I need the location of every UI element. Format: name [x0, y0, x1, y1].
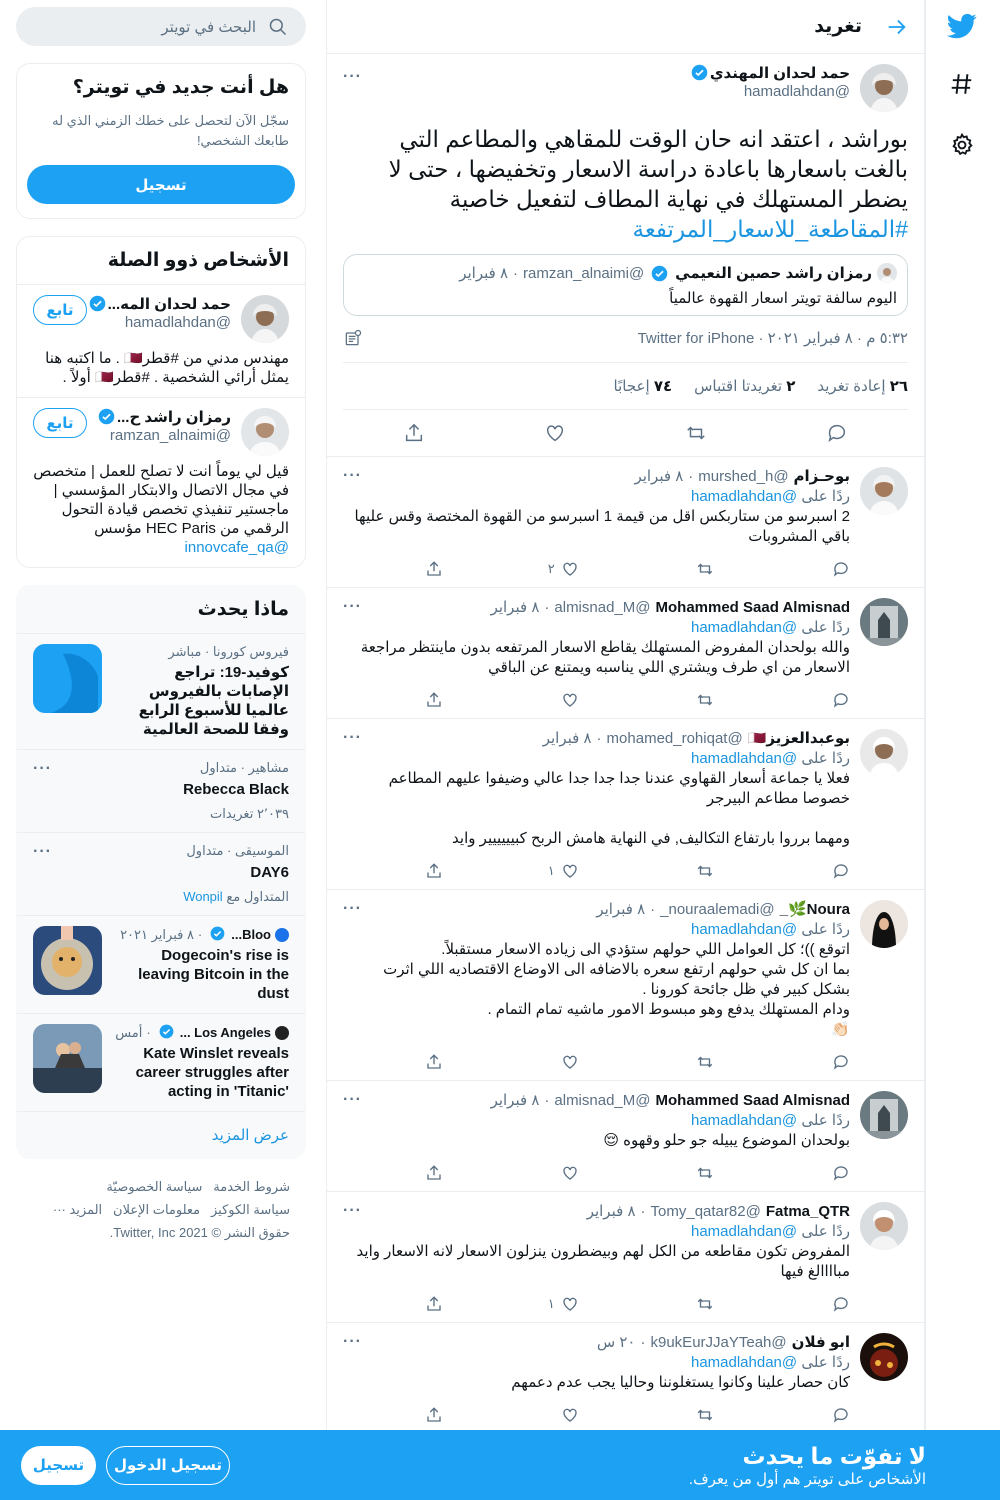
verified-badge-icon: [651, 265, 668, 282]
more-options-icon[interactable]: ···: [343, 900, 362, 917]
news-date: ٨ فبراير ٢٠٢١: [120, 926, 194, 942]
retweet-icon[interactable]: [674, 1294, 714, 1314]
like-heart-icon[interactable]: ١: [539, 861, 579, 881]
verified-badge-icon: [208, 926, 225, 943]
back-arrow-icon[interactable]: [886, 16, 908, 38]
reply-tweet[interactable]: ابو فلان @k9ukEurJJaYTeah · ٢٠ س ··· ردًا على @hamadlahdan كان حصار علينا وكانوا يستغلوننا وحاليا يجب عدم دعمهم: [327, 1323, 924, 1430]
reply-actions: [343, 1163, 850, 1183]
privacy-link[interactable]: سياسة الخصوصيّة: [106, 1179, 203, 1194]
reply-date[interactable]: ٢٠ س: [596, 1334, 636, 1351]
reply-author-handle[interactable]: @Tomy_qatar82: [650, 1202, 761, 1220]
like-heart-icon[interactable]: [539, 1052, 579, 1072]
trend-thumbnail: [33, 644, 102, 713]
reply-date[interactable]: ٨ فبراير: [634, 468, 684, 485]
trend-context: الموسيقى · متداول: [186, 843, 289, 858]
login-button[interactable]: تسجيل الدخول: [106, 1446, 230, 1485]
more-options-icon[interactable]: ···: [343, 467, 362, 484]
reply-author-name[interactable]: ابو فلان: [791, 1334, 850, 1351]
trend-title: Rebecca Black: [183, 781, 289, 798]
news-item[interactable]: Bloo... · ٨ فبراير ٢٠٢١ Dogecoin's rise is leaving Bitcoin in the dust: [17, 915, 305, 1013]
reply-date[interactable]: ٨ فبراير: [542, 730, 592, 747]
share-icon[interactable]: [403, 1294, 443, 1314]
news-thumbnail: [33, 1024, 102, 1093]
ads-info-link[interactable]: معلومات الإعلان: [113, 1202, 201, 1217]
cookies-link[interactable]: سياسة الكوكيز: [210, 1202, 290, 1217]
news-thumbnail: [33, 926, 102, 995]
trend-title: DAY6: [250, 864, 289, 881]
verified-badge-icon: [98, 408, 115, 425]
trend-item[interactable]: [17, 633, 305, 749]
reply-avatar[interactable]: [860, 1091, 908, 1139]
signup-banner: [0, 1430, 1000, 1500]
related-people-card: [16, 236, 306, 568]
reply-list: [327, 457, 924, 1430]
retweet-icon[interactable]: [674, 1052, 714, 1072]
reply-actions: [343, 1294, 850, 1314]
reply-avatar[interactable]: [860, 1202, 908, 1250]
share-icon[interactable]: [403, 1405, 443, 1425]
news-item[interactable]: Los Angeles ... · أمس Kate Winslet reveals career struggles after acting in 'Titanic': [17, 1013, 305, 1111]
replying-to-link[interactable]: @hamadlahdan: [690, 1223, 798, 1240]
reply-tweet[interactable]: بوعبدالعزيز🇶🇦 @mohamed_rohiqat · ٨ فبراير ··· ردًا على @hamadlahdan فعلا يا جماعة أسعار القهاوي عندنا جدا جدا جدا عالي وضيفوا عليهم المطاعم خصوصا مطاعم البيرجر ومهما برروا بارتفاع التكاليف, في النهاية هامش الربح كبيييييير وايد ١: [327, 719, 924, 890]
reply-tweet[interactable]: بوحـزام @murshed_h · ٨ فبراير ··· ردًا على @hamadlahdan 2 اسبرسو من ستاربكس اقل من قيمة 1 اسبرسو من القهوة المختصة وقس عليها باقي المشروبات ٢: [327, 457, 924, 588]
share-icon[interactable]: [403, 1163, 443, 1183]
more-options-icon[interactable]: ···: [343, 68, 362, 85]
reply-icon[interactable]: [810, 1405, 850, 1425]
retweet-icon[interactable]: [674, 559, 714, 579]
reply-text: والله بولحدان المفروض المستهلك يقاطع الاسعار المرتفعه بدون ماينتظر مراجعة الاسعار من اي طرف ويشتري اللي يناسبه ويمتنع عن الباقي: [360, 639, 850, 676]
hashtag-link[interactable]: #المقاطعة_للاسعار_المرتفعة: [632, 216, 908, 242]
person-name[interactable]: حمد لحدان المه...: [107, 296, 231, 313]
replying-to-link[interactable]: @hamadlahdan: [690, 619, 798, 636]
reply-date[interactable]: ٨ فبراير: [490, 1092, 540, 1109]
reply-avatar[interactable]: [860, 598, 908, 646]
more-options-icon[interactable]: ···: [33, 843, 52, 860]
signup-button[interactable]: تسجيل: [27, 165, 295, 204]
main-tweet: [327, 54, 924, 457]
like-heart-icon[interactable]: [539, 690, 579, 710]
reply-text: المفروض تكون مقاطعه من الكل لهم وبيضطرون ينزلون الاسعار لانه الاسعار وايد مباااالغ فيها: [356, 1243, 850, 1280]
card-title: ماذا يحدث: [197, 599, 289, 620]
explore-hashtag-icon[interactable]: [942, 64, 982, 104]
person-item[interactable]: [17, 397, 305, 567]
like-heart-icon[interactable]: ٢: [539, 559, 579, 579]
reply-date[interactable]: ٨ فبراير: [586, 1203, 636, 1220]
more-link[interactable]: المزيد ···: [52, 1202, 103, 1217]
person-bio: مهندس مدني من #قطر🇶🇦 . ما اكتبه هنا يمثل أرائي الشخصية . #قطر🇶🇦 أولاً .: [45, 350, 289, 386]
reply-icon[interactable]: [810, 1294, 850, 1314]
reply-author-handle[interactable]: @almisnad_M: [554, 598, 651, 616]
replying-to-link[interactable]: @hamadlahdan: [690, 750, 798, 767]
reply-tweet[interactable]: Noura🌿_ @nouraalemadi_ · ٨ فبراير ··· ردًا على @hamadlahdan اتوقع ))؛ كل العوامل اللي حولهم ستؤدي الى زياده الاسعار مستقبلاً. بما ان كل شي حولهم ارتفع سعره بالاضافه الى الاوضاع الاقتصاديه اللي اثرت بشكل كبير في ظل جائحة كورونا . ودام المستهلك يدفع وهو مبسوط الامور ماشيه تمام التمام . 👏🏻: [327, 890, 924, 1081]
author-name[interactable]: حمد لحدان المهندي: [709, 65, 850, 82]
author-handle[interactable]: @hamadlahdan: [743, 83, 850, 100]
reply-author-name[interactable]: Mohammed Saad Almisnad: [655, 1091, 850, 1109]
replying-to-link[interactable]: @hamadlahdan: [690, 1112, 798, 1129]
more-options-icon[interactable]: ···: [343, 1333, 362, 1350]
page-title: تغريد: [814, 16, 862, 37]
trend-item[interactable]: [17, 749, 305, 832]
trend-context: فيروس كورونا · مباشر: [168, 644, 289, 659]
more-options-icon[interactable]: ···: [343, 598, 362, 615]
reply-icon[interactable]: [810, 861, 850, 881]
news-date: أمس: [115, 1024, 143, 1040]
more-options-icon[interactable]: ···: [343, 729, 362, 746]
quoted-tweet[interactable]: رمزان راشد حصين النعيمي @ramzan_alnaimi · ٨ فبراير اليوم سالفة تويتر اسعار القهوة عالمياً: [343, 254, 908, 316]
trend-item[interactable]: [17, 832, 305, 915]
reply-avatar[interactable]: [860, 1333, 908, 1381]
card-description: سجّل الآن لتحصل على خطك الزمني الذي له طابعك الشخصي!: [52, 113, 289, 148]
reply-actions: [343, 690, 850, 710]
reply-icon[interactable]: [810, 690, 850, 710]
news-source: Bloo...: [231, 927, 271, 942]
tweet-actions: [343, 410, 908, 456]
tweet-stats: [343, 362, 908, 410]
reply-author-name[interactable]: Mohammed Saad Almisnad: [655, 598, 850, 616]
author-avatar[interactable]: [860, 64, 908, 112]
verified-badge-icon: [157, 1024, 174, 1041]
reply-icon[interactable]: [826, 422, 848, 444]
reply-author-handle[interactable]: @nouraalemadi_: [660, 900, 775, 918]
reply-author-name[interactable]: بوحـزام: [793, 468, 850, 485]
person-item[interactable]: [17, 284, 305, 397]
reply-tweet[interactable]: Mohammed Saad Almisnad @almisnad_M · ٨ فبراير ··· ردًا على @hamadlahdan والله بولحدان المفروض المستهلك يقاطع الاسعار المرتفعه بدون ماينتظر مراجعة الاسعار من اي طرف ويشتري اللي يناسبه ويمتنع عن الباقي: [327, 588, 924, 719]
reply-author-handle[interactable]: @murshed_h: [698, 467, 789, 485]
share-icon[interactable]: [403, 861, 443, 881]
reply-text: اتوقع ))؛ كل العوامل اللي حولهم ستؤدي الى زياده الاسعار مستقبلاً. بما ان كل شي حولهم ارتفع سعره بالاضافه الى الاوضاع الاقتصاديه اللي اثرت بشكل كبير في ظل جائحة كورونا . ودام المستهلك يدفع وهو مبسوط الامور ماشيه تمام التمام . 👏🏻: [383, 941, 850, 1038]
reply-avatar[interactable]: [860, 900, 908, 948]
reply-tweet[interactable]: Fatma_QTR @Tomy_qatar82 · ٨ فبراير ··· ردًا على @hamadlahdan المفروض تكون مقاطعه من الكل لهم وبيضطرون ينزلون الاسعار لانه الاسعار وايد مباااالغ فيها ١: [327, 1192, 924, 1323]
reply-text: 2 اسبرسو من ستاربكس اقل من قيمة 1 اسبرسو من القهوة المختصة وقس عليها باقي المشروبات: [354, 508, 850, 545]
source-logo-icon: [275, 1026, 289, 1040]
news-source: Los Angeles ...: [179, 1025, 271, 1040]
reply-author-name[interactable]: Fatma_QTR: [765, 1202, 850, 1220]
trend-count: ٢٬٠٣٩ تغريدات: [209, 806, 289, 821]
analytics-icon[interactable]: [343, 328, 363, 348]
follow-button[interactable]: تابع: [33, 408, 87, 438]
like-count[interactable]: ٧٤ إعجابًا: [613, 378, 673, 395]
replying-to-link[interactable]: @hamadlahdan: [690, 921, 798, 938]
twitter-logo-icon[interactable]: [942, 6, 982, 46]
retweet-icon[interactable]: [685, 422, 707, 444]
show-more-link[interactable]: عرض المزيد: [17, 1111, 305, 1158]
replying-to: ردًا على @hamadlahdan: [690, 1223, 850, 1240]
sidebar: [16, 0, 306, 1244]
verified-badge-icon: [89, 295, 106, 312]
retweet-icon[interactable]: [674, 1163, 714, 1183]
primary-nav: [925, 0, 1000, 1430]
search-icon: [268, 17, 288, 37]
replying-to: ردًا على @hamadlahdan: [690, 1354, 850, 1371]
share-icon[interactable]: [403, 559, 443, 579]
quote-count[interactable]: ٢ تغريدتا اقتباس: [694, 378, 796, 395]
news-title: Kate Winslet reveals career struggles after acting in 'Titanic': [135, 1045, 289, 1100]
replying-to-link[interactable]: @hamadlahdan: [690, 488, 798, 505]
reply-text: فعلا يا جماعة أسعار القهاوي عندنا جدا جدا جدا عالي وضيفوا عليهم المطاعم خصوصا مطاعم البيرجر ومهما برروا بارتفاع التكاليف, في النهاية هامش الربح كبيييييير وايد: [388, 770, 850, 847]
tweet-timestamp[interactable]: ٥:٣٢ م · ٨ فبراير ٢٠٢١ · Twitter for iPhone: [637, 330, 908, 347]
retweet-count[interactable]: ٢٦ إعادة تغريد: [817, 378, 908, 395]
footer-links: [16, 1159, 306, 1244]
reply-date[interactable]: ٨ فبراير: [490, 599, 540, 616]
replying-to: ردًا على @hamadlahdan: [690, 619, 850, 636]
reply-author-handle[interactable]: @almisnad_M: [554, 1091, 651, 1109]
search-box[interactable]: [16, 7, 306, 46]
more-options-icon[interactable]: ···: [343, 1202, 362, 1219]
like-heart-icon[interactable]: [539, 1163, 579, 1183]
banner-subtitle: الأشخاص على تويتر هم أول من يعرف.: [688, 1470, 926, 1488]
follow-button[interactable]: تابع: [33, 295, 87, 325]
quote-author-handle: @ramzan_alnaimi: [523, 264, 645, 282]
reply-avatar[interactable]: [860, 467, 908, 515]
quote-date: ٨ فبراير: [459, 265, 509, 282]
trend-title: كوفيد-19: تراجع الإصابات بالفيروس عالميا للأسبوع الرابع وفقا للصحة العالمية: [138, 664, 289, 738]
news-title: Dogecoin's rise is leaving Bitcoin in the dust: [138, 947, 289, 1002]
reply-author-handle[interactable]: @k9ukEurJJaYTeah: [650, 1333, 787, 1351]
copyright: حقوق النشر © Twitter, Inc 2021.: [109, 1225, 290, 1240]
card-title: الأشخاص ذوو الصلة: [107, 250, 289, 271]
like-heart-icon[interactable]: ١: [539, 1294, 579, 1314]
reply-avatar[interactable]: [860, 729, 908, 777]
retweet-icon[interactable]: [674, 1405, 714, 1425]
reply-icon[interactable]: [810, 559, 850, 579]
reply-author-name[interactable]: Noura🌿_: [779, 901, 850, 918]
signup-button[interactable]: تسجيل: [21, 1446, 96, 1485]
whats-happening-card: [16, 585, 306, 1159]
reply-icon[interactable]: [810, 1052, 850, 1072]
source-logo-icon: [275, 928, 289, 942]
trend-related-link[interactable]: Wonpil: [183, 889, 223, 904]
main-timeline: [326, 0, 925, 1430]
person-handle[interactable]: @ramzan_alnaimi: [109, 427, 231, 444]
reply-date[interactable]: ٨ فبراير: [596, 901, 646, 918]
reply-icon[interactable]: [810, 1163, 850, 1183]
reply-actions: [343, 861, 850, 881]
bio-text: قيل لي يوماً انت لا تصلح للعمل | متخصص في مجال الاتصال والابتكار المؤسسي | ماجستير تنفيذي تخصص قيادة التحول الرقمي من HEC Paris مؤسس: [33, 463, 289, 537]
replying-to: ردًا على @hamadlahdan: [690, 921, 850, 938]
quote-author-name: رمزان راشد حصين النعيمي: [675, 265, 872, 282]
page-header: [327, 0, 924, 54]
reply-actions: [343, 1052, 850, 1072]
reply-author-name[interactable]: بوعبدالعزيز🇶🇦: [747, 730, 850, 747]
person-avatar[interactable]: [241, 408, 289, 456]
like-heart-icon[interactable]: [544, 422, 566, 444]
replying-to: ردًا على @hamadlahdan: [690, 750, 850, 767]
tweet-body: بوراشد ، اعتقد انه حان الوقت للمقاهي والمطاعم التي بالغت باسعارها باعادة دراسة الاسعار وتخفيضها ، حتى لا يضطر المستهلك في نهاية المطاف لتفعيل خاصية: [388, 126, 908, 212]
reply-tweet[interactable]: Mohammed Saad Almisnad @almisnad_M · ٨ فبراير ··· ردًا على @hamadlahdan بولحدان الموضوع يبيله جو حلو وقهوه 😌: [327, 1081, 924, 1192]
replying-to: ردًا على @hamadlahdan: [690, 488, 850, 505]
reply-actions: [343, 559, 850, 579]
more-options-icon[interactable]: ···: [33, 760, 52, 777]
share-icon[interactable]: [403, 690, 443, 710]
terms-link[interactable]: شروط الخدمة: [213, 1179, 290, 1194]
reply-text: كان حصار علينا وكانوا يستغلوننا وحاليا يجب عدم دعمهم: [511, 1374, 850, 1391]
more-options-icon[interactable]: ···: [343, 1091, 362, 1108]
replying-to-link[interactable]: @hamadlahdan: [690, 1354, 798, 1371]
person-handle[interactable]: @hamadlahdan: [124, 314, 231, 331]
reply-author-handle[interactable]: @mohamed_rohiqat: [606, 729, 743, 747]
bio-mention-link[interactable]: @innovcafe_qa: [184, 539, 289, 556]
banner-title: لا تفوّت ما يحدث: [742, 1442, 926, 1469]
trend-context: مشاهير · متداول: [199, 760, 289, 775]
share-icon[interactable]: [403, 1052, 443, 1072]
retweet-icon[interactable]: [674, 690, 714, 710]
share-icon[interactable]: [403, 422, 425, 444]
reply-actions: [343, 1405, 850, 1425]
person-avatar[interactable]: [241, 295, 289, 343]
replying-to: ردًا على @hamadlahdan: [690, 1112, 850, 1129]
quote-avatar: [877, 263, 897, 283]
settings-gear-icon[interactable]: [942, 125, 982, 165]
retweet-icon[interactable]: [674, 861, 714, 881]
like-heart-icon[interactable]: [539, 1405, 579, 1425]
trend-count: المتداول مع Wonpil: [183, 889, 289, 904]
search-input[interactable]: البحث في تويتر: [161, 18, 256, 36]
person-bio: [33, 462, 289, 557]
quote-text: اليوم سالفة تويتر اسعار القهوة عالمياً: [669, 290, 897, 307]
person-name[interactable]: رمزان راشد ح...: [116, 409, 231, 426]
tweet-text: [343, 124, 908, 244]
verified-badge-icon: [691, 64, 708, 81]
reply-text: بولحدان الموضوع يبيله جو حلو وقهوه 😌: [603, 1132, 850, 1149]
new-to-twitter-card: [16, 63, 306, 219]
card-title: هل أنت جديد في تويتر؟: [72, 77, 289, 98]
